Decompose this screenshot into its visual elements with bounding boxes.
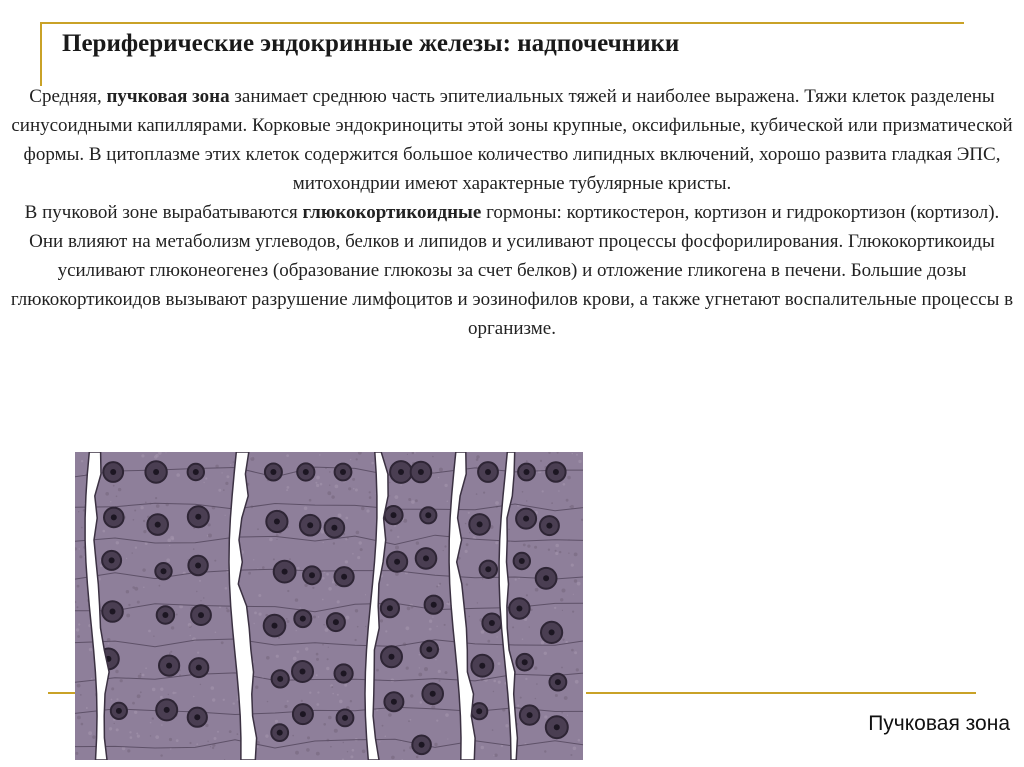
nucleolus: [300, 616, 306, 622]
nucleolus: [110, 469, 116, 475]
nucleolus: [477, 521, 483, 527]
nucleolus: [431, 602, 437, 608]
nucleolus: [555, 679, 561, 685]
frame-line-top: [40, 22, 964, 24]
nucleolus: [485, 469, 491, 475]
nucleolus: [391, 699, 397, 705]
body-text: [10, 82, 1014, 343]
nucleolus: [341, 574, 347, 580]
nucleolus: [519, 558, 525, 564]
nucleolus: [426, 646, 432, 652]
nucleolus: [272, 623, 278, 629]
nucleolus: [419, 742, 425, 748]
nucleolus: [516, 606, 522, 612]
nucleolus: [195, 563, 201, 569]
paragraph1-post: занимает среднюю часть эпителиальных тяжей и наиболее выражена. Тяжи клеток разделены синусоидными капиллярами. Корковые эндокриноциты этой зоны крупные, оксифильные, кубической или призматической формы. В цитоплазме этих клеток содержится большое количество липидных включений, хорошо развита гладкая ЭПС, митохондрии имеют характерные тубулярные кристы.: [11, 86, 1013, 194]
nucleolus: [389, 654, 395, 660]
nucleolus: [274, 519, 280, 525]
paragraph2-pre: В пучковой зоне вырабатываются: [24, 202, 303, 223]
nucleolus: [155, 522, 161, 528]
nucleolus: [476, 708, 482, 714]
nucleolus: [198, 612, 204, 618]
nucleolus: [546, 523, 552, 529]
nucleolus: [164, 707, 170, 713]
nucleolus: [340, 469, 346, 475]
nucleolus: [111, 514, 117, 520]
nucleolus: [193, 469, 199, 475]
nucleolus: [277, 676, 283, 682]
slide-title: Периферические эндокринные железы: надпочечники: [62, 30, 680, 57]
nucleolus: [341, 671, 347, 677]
nucleolus: [194, 714, 200, 720]
nucleolus: [342, 715, 348, 721]
micrograph-svg: [75, 452, 583, 760]
nucleolus: [522, 659, 528, 665]
nucleolus: [303, 469, 309, 475]
nucleolus: [116, 708, 122, 714]
nucleolus: [394, 559, 400, 565]
frame-line-bottom-left: [48, 692, 78, 694]
nucleolus: [195, 514, 201, 520]
nucleolus: [527, 712, 533, 718]
nucleolus: [523, 516, 529, 522]
nucleolus: [309, 572, 315, 578]
paragraph2-post: гормоны: кортикостерон, кортизон и гидрокортизон (кортизол). Они влияют на метаболизм углеводов, белков и липидов и усиливают процессы фосфорилирования. Глюкокортикоиды усиливают глюконеогенез (образование глюкозы за счет белков) и отложение гликогена в печени. Большие дозы глюкокортикоидов вызывают разрушение лимфоцитов и эозинофилов крови, а также угнетают воспалительные процессы в организме.: [10, 202, 1014, 339]
nucleolus: [300, 669, 306, 675]
micrograph-image: [75, 452, 583, 760]
nucleolus: [333, 619, 339, 625]
nucleolus: [196, 665, 202, 671]
nucleolus: [553, 469, 559, 475]
nucleolus: [391, 512, 397, 518]
nucleolus: [485, 566, 491, 572]
nucleolus: [307, 522, 313, 528]
nucleolus: [418, 469, 424, 475]
nucleolus: [161, 568, 167, 574]
nucleolus: [398, 469, 404, 475]
nucleolus: [166, 663, 172, 669]
nucleolus: [549, 629, 555, 635]
nucleolus: [543, 575, 549, 581]
paragraph1-pre: Средняя,: [29, 86, 107, 107]
nucleolus: [110, 609, 116, 615]
nucleolus: [109, 557, 115, 563]
paragraph1-bold-term: пучковая зона: [106, 86, 230, 107]
frame-line-bottom-right: [586, 692, 976, 694]
nucleolus: [282, 569, 288, 575]
nucleolus: [479, 663, 485, 669]
image-caption: Пучковая зона: [868, 712, 1010, 735]
nucleolus: [153, 469, 159, 475]
nucleolus: [331, 525, 337, 531]
nucleolus: [162, 612, 168, 618]
nucleolus: [425, 512, 431, 518]
paragraph2-bold-term: глюкокортикоидные: [302, 202, 482, 223]
nucleolus: [554, 724, 560, 730]
nucleolus: [524, 469, 530, 475]
frame-line-left: [40, 22, 42, 86]
nucleolus: [270, 469, 276, 475]
nucleolus: [489, 620, 495, 626]
nucleolus: [277, 730, 283, 736]
paragraph-glucocorticoids: [10, 198, 1014, 343]
nucleolus: [423, 555, 429, 561]
nucleolus: [300, 711, 306, 717]
nucleolus: [387, 605, 393, 611]
nucleolus: [430, 691, 436, 697]
paragraph-zona-fasciculata: [10, 82, 1014, 198]
